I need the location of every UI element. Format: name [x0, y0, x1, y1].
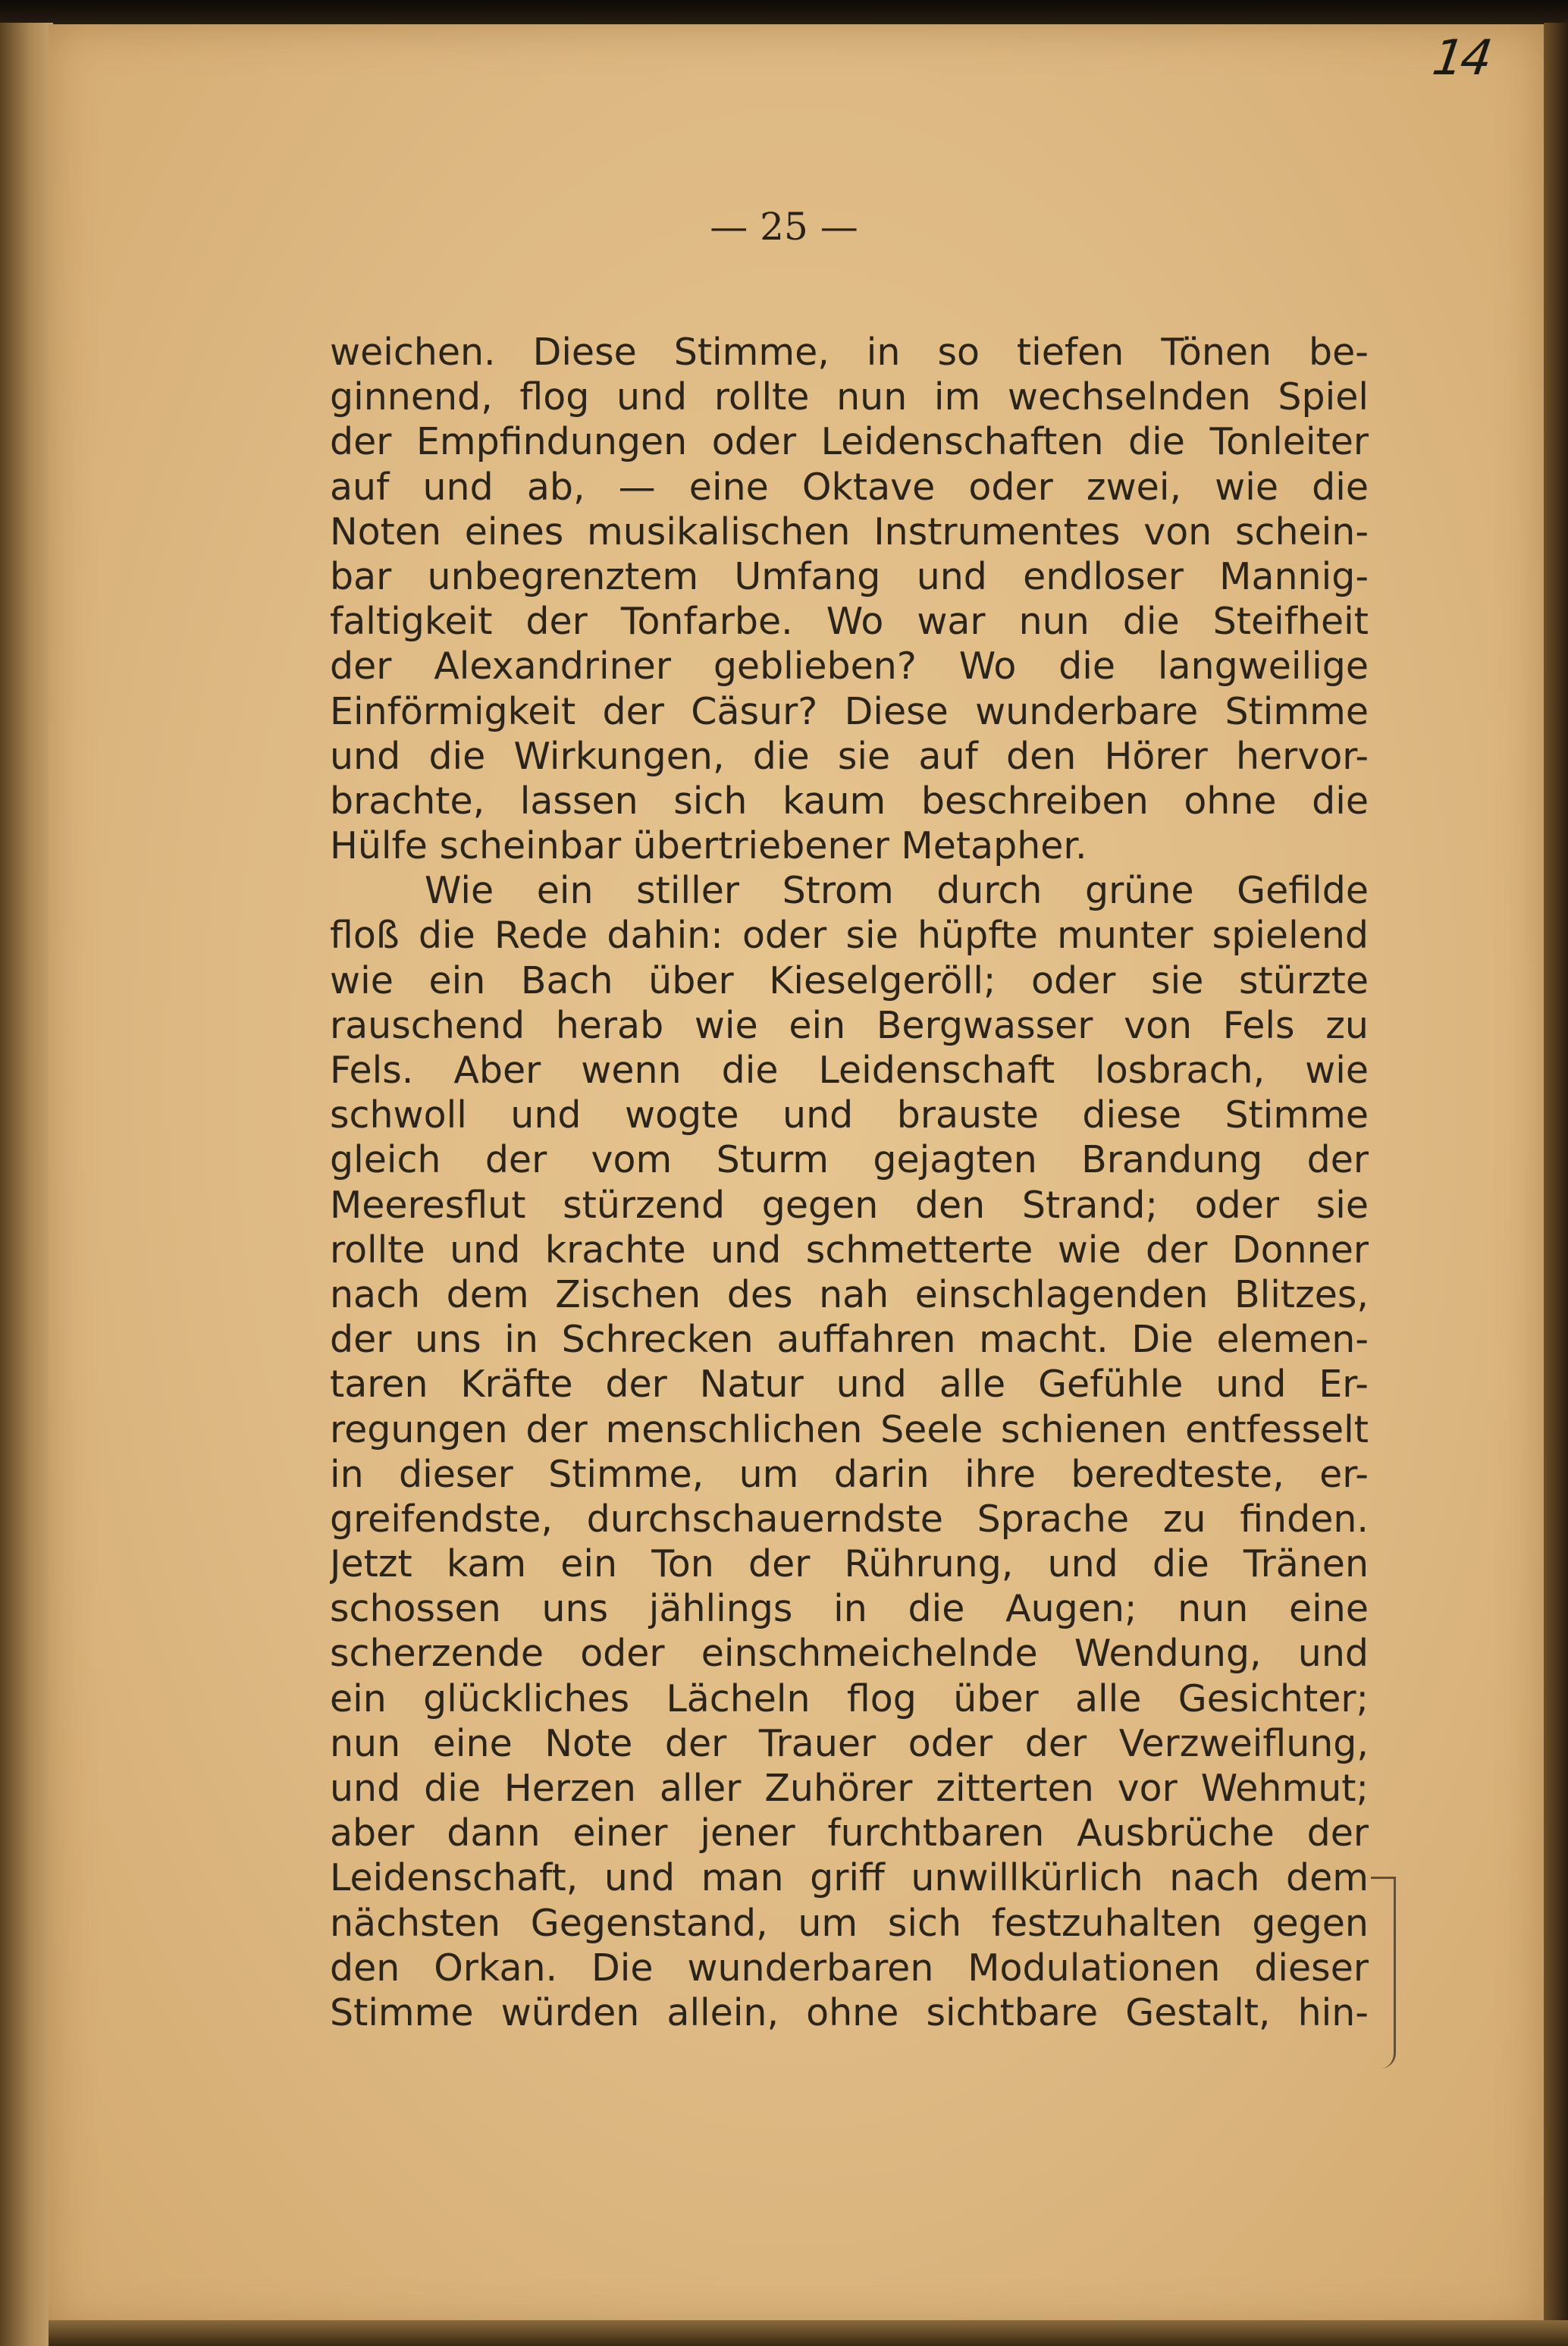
text-line: scherzende oder einschmeichelnde Wendung, und — [330, 1632, 1369, 1676]
text-line: und die Wirkungen, die sie auf den Hörer hervor- — [330, 734, 1369, 778]
text-line: Meeresflut stürzend gegen den Strand; oder sie — [330, 1183, 1369, 1227]
text-line: aber dann einer jener furchtbaren Ausbrüche der — [330, 1811, 1369, 1855]
paragraph — [330, 868, 1369, 2035]
text-line: Noten eines musikalischen Instrumentes von schein- — [330, 510, 1369, 554]
paragraph — [330, 330, 1369, 868]
text-line: Jetzt kam ein Ton der Rührung, und die Tränen — [330, 1542, 1369, 1586]
text-line: floß die Rede dahin: oder sie hüpfte munter spielend — [330, 914, 1369, 958]
text-line: taren Kräfte der Natur und alle Gefühle und Er- — [330, 1363, 1369, 1407]
text-line: Stimme würden allein, ohne sichtbare Gestalt, hin- — [330, 1990, 1369, 2034]
text-line: wie ein Bach über Kieselgeröll; oder sie stürzte — [330, 958, 1369, 1002]
text-line: bar unbegrenztem Umfang und endloser Mannig- — [330, 554, 1369, 598]
text-line: regungen der menschlichen Seele schienen entfesselt — [330, 1407, 1369, 1451]
margin-bracket-mark — [1371, 1877, 1396, 2068]
text-line: gleich der vom Sturm gejagten Brandung der — [330, 1138, 1369, 1182]
text-line: greifendste, durchschauerndste Sprache zu finden. — [330, 1497, 1369, 1541]
text-line: nächsten Gegenstand, um sich festzuhalten gegen — [330, 1901, 1369, 1945]
text-line: in dieser Stimme, um darin ihre beredteste, er- — [330, 1452, 1369, 1496]
text-line: nun eine Note der Trauer oder der Verzweiflung, — [330, 1721, 1369, 1765]
page-number: — 25 — — [710, 205, 858, 249]
text-line: nach dem Zischen des nah einschlagenden Blitzes, — [330, 1272, 1369, 1316]
text-line: faltigkeit der Tonfarbe. Wo war nun die Steifheit — [330, 600, 1369, 644]
text-line: brachte, lassen sich kaum beschreiben ohne die — [330, 779, 1369, 823]
text-line: der uns in Schrecken auffahren macht. Die elemen- — [330, 1318, 1369, 1362]
text-line: schossen uns jählings in die Augen; nun eine — [330, 1587, 1369, 1631]
text-line: den Orkan. Die wunderbaren Modulationen dieser — [330, 1946, 1369, 1990]
scan-border-right — [1544, 23, 1568, 2346]
text-line: schwoll und wogte und brauste diese Stimme — [330, 1093, 1369, 1137]
scan-border-bottom — [49, 2320, 1568, 2346]
text-line: rollte und krachte und schmetterte wie der Donner — [330, 1228, 1369, 1272]
text-line: weichen. Diese Stimme, in so tiefen Tönen be- — [330, 331, 1369, 374]
text-line: rauschend herab wie ein Bergwasser von Fels zu — [330, 1003, 1369, 1047]
text-line: ein glückliches Lächeln flog über alle Gesichter; — [330, 1676, 1369, 1720]
text-line: Einförmigkeit der Cäsur? Diese wunderbare Stimme — [330, 689, 1369, 733]
book-spine — [0, 23, 53, 2346]
body-text — [330, 330, 1369, 2035]
text-line: ginnend, flog und rollte nun im wechselnden Spiel — [330, 375, 1369, 419]
text-line: der Empfindungen oder Leidenschaften die Tonleiter — [330, 420, 1369, 464]
text-line: Leidenschaft, und man griff unwillkürlich nach dem — [330, 1856, 1369, 1900]
text-line: auf und ab, — eine Oktave oder zwei, wie die — [330, 465, 1369, 509]
text-line: Fels. Aber wenn die Leidenschaft losbrach, wie — [330, 1049, 1369, 1092]
text-line: Hülfe scheinbar übertriebener Metapher. — [330, 824, 1087, 868]
text-line: und die Herzen aller Zuhörer zitterten vor Wehmut; — [330, 1767, 1369, 1810]
handwritten-folio-number: 14 — [1428, 30, 1493, 86]
text-line: Wie ein stiller Strom durch grüne Gefilde — [425, 869, 1369, 913]
text-line: der Alexandriner geblieben? Wo die langweilige — [330, 645, 1369, 688]
